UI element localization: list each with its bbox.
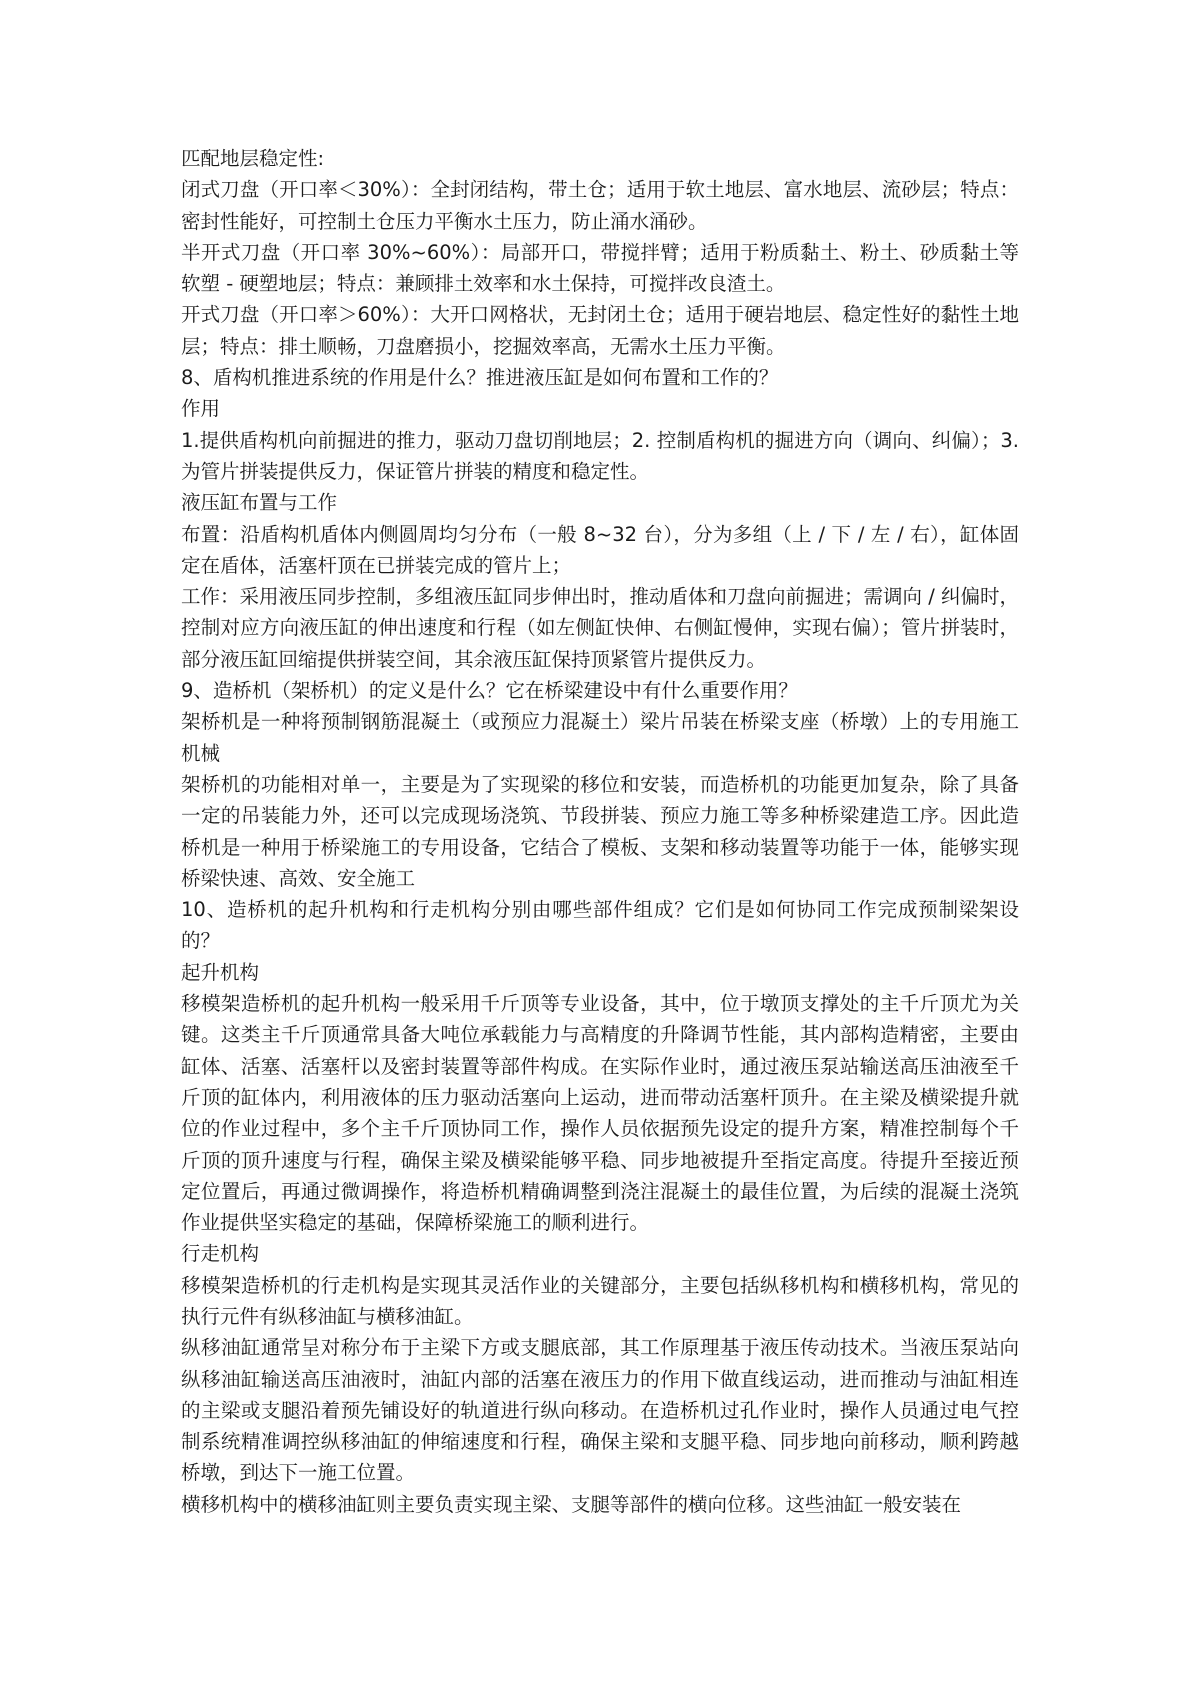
paragraph-bridge-builder-comparison: 架桥机的功能相对单一，主要是为了实现梁的移位和安装，而造桥机的功能更加复杂，除了具备一定的吊装能力外，还可以完成现场浇筑、节段拼装、预应力施工等多种桥梁建造工序。因此造桥机是一种用于桥梁施工的专用设备，它结合了模板、支架和移动装置等功能于一体，能够实现桥梁快速、高效、安全施工 (181, 772, 1019, 890)
paragraph-closed-cutterhead: 闭式刀盘（开口率＜30%）：全封闭结构，带土仓；适用于软土地层、富水地层、流砂层；特点：密封性能好，可控制土仓压力平衡水土压力，防止涌水涌砂。 (181, 178, 1019, 233)
paragraph-hoisting-mechanism: 移模架造桥机的起升机构一般采用千斤顶等专业设备，其中，位于墩顶支撑处的主千斤顶尤为关键。这类主千斤顶通常具备大吨位承载能力与高精度的升降调节性能，其内部构造精密，主要由缸体、活塞、活塞杆以及密封装置等部件构成。在实际作业时，通过液压泵站输送高压油液至千斤顶的缸体内，利用液体的压力驱动活塞向上运动，进而带动活塞杆顶升。在主梁及横梁提升就位的作业过程中，多个主千斤顶协同工作，操作人员依据预先设定的提升方案，精准控制每个千斤顶的顶升速度与行程，确保主梁及横梁能够平稳、同步地被提升至指定高度。待提升至接近预定位置后，再通过微调操作，将造桥机精确调整到浇注混凝土的最佳位置，为后续的混凝土浇筑作业提供坚实稳定的基础，保障桥梁施工的顺利进行。 (181, 992, 1019, 1235)
question-10: 10、造桥机的起升机构和行走机构分别由哪些部件组成？它们是如何协同工作完成预制梁架设的？ (181, 898, 1019, 953)
paragraph-semi-open-cutterhead: 半开式刀盘（开口率 30%~60%）：局部开口，带搅拌臂；适用于粉质黏土、粉土、砂质黏土等软塑 - 硬塑地层；特点：兼顾排土效率和水土保持，可搅拌改良渣土。 (181, 240, 1019, 296)
paragraph-operation: 工作：采用液压同步控制，多组液压缸同步伸出时，推动盾体和刀盘向前掘进；需调向 / 纠偏时，控制对应方向液压缸的伸出速度和行程（如左侧缸快伸、右侧缸慢伸，实现右偏）；管片拼装时，部分液压缸回缩提供拼装空间，其余液压缸保持顶紧管片提供反力。 (181, 585, 1019, 671)
paragraph-open-cutterhead: 开式刀盘（开口率＞60%）：大开口网格状，无封闭土仓；适用于硬岩地层、稳定性好的黏性土地层；特点：排土顺畅，刀盘磨损小，挖掘效率高，无需水土压力平衡。 (181, 303, 1019, 358)
heading-function: 作用 (181, 397, 221, 421)
heading-cylinder-layout: 液压缸布置与工作 (181, 491, 338, 515)
paragraph-bridge-erector-definition: 架桥机是一种将预制钢筋混凝土（或预应力混凝土）梁片吊装在桥梁支座（桥墩）上的专用施工机械 (181, 710, 1019, 765)
question-9: 9、造桥机（架桥机）的定义是什么？它在桥梁建设中有什么重要作用？ (181, 679, 798, 703)
heading-travel-mechanism: 行走机构 (181, 1242, 260, 1266)
paragraph-stratum-stability-heading: 匹配地层稳定性: (181, 147, 325, 170)
heading-hoisting-mechanism: 起升机构 (181, 960, 260, 984)
paragraph-layout: 布置：沿盾构机盾体内侧圆周均匀分布（一般 8~32 台），分为多组（上 / 下 / 左 / 右），缸体固定在盾体，活塞杆顶在已拼装完成的管片上； (181, 522, 1019, 577)
paragraph-function-list: 1.提供盾构机向前掘进的推力，驱动刀盘切削地层；2. 控制盾构机的掘进方向（调向、纠偏）；3. 为管片拼装提供反力，保证管片拼装的精度和稳定性。 (181, 428, 1019, 483)
document-body (181, 143, 1019, 1520)
question-8: 8、盾构机推进系统的作用是什么？推进液压缸是如何布置和工作的？ (181, 366, 779, 390)
paragraph-travel-mechanism: 移模架造桥机的行走机构是实现其灵活作业的关键部分，主要包括纵移机构和横移机构，常见的执行元件有纵移油缸与横移油缸。 (181, 1273, 1019, 1328)
paragraph-longitudinal-cylinder: 纵移油缸通常呈对称分布于主梁下方或支腿底部，其工作原理基于液压传动技术。当液压泵站向纵移油缸输送高压油液时，油缸内部的活塞在液压力的作用下做直线运动，进而推动与油缸相连的主梁或支腿沿着预先铺设好的轨道进行纵向移动。在造桥机过孔作业时，操作人员通过电气控制系统精准调控纵移油缸的伸缩速度和行程，确保主梁和支腿平稳、同步地向前移动，顺利跨越桥墩，到达下一施工位置。 (181, 1336, 1019, 1485)
paragraph-transverse-cylinder: 横移机构中的横移油缸则主要负责实现主梁、支腿等部件的横向位移。这些油缸一般安装在 (181, 1492, 962, 1516)
